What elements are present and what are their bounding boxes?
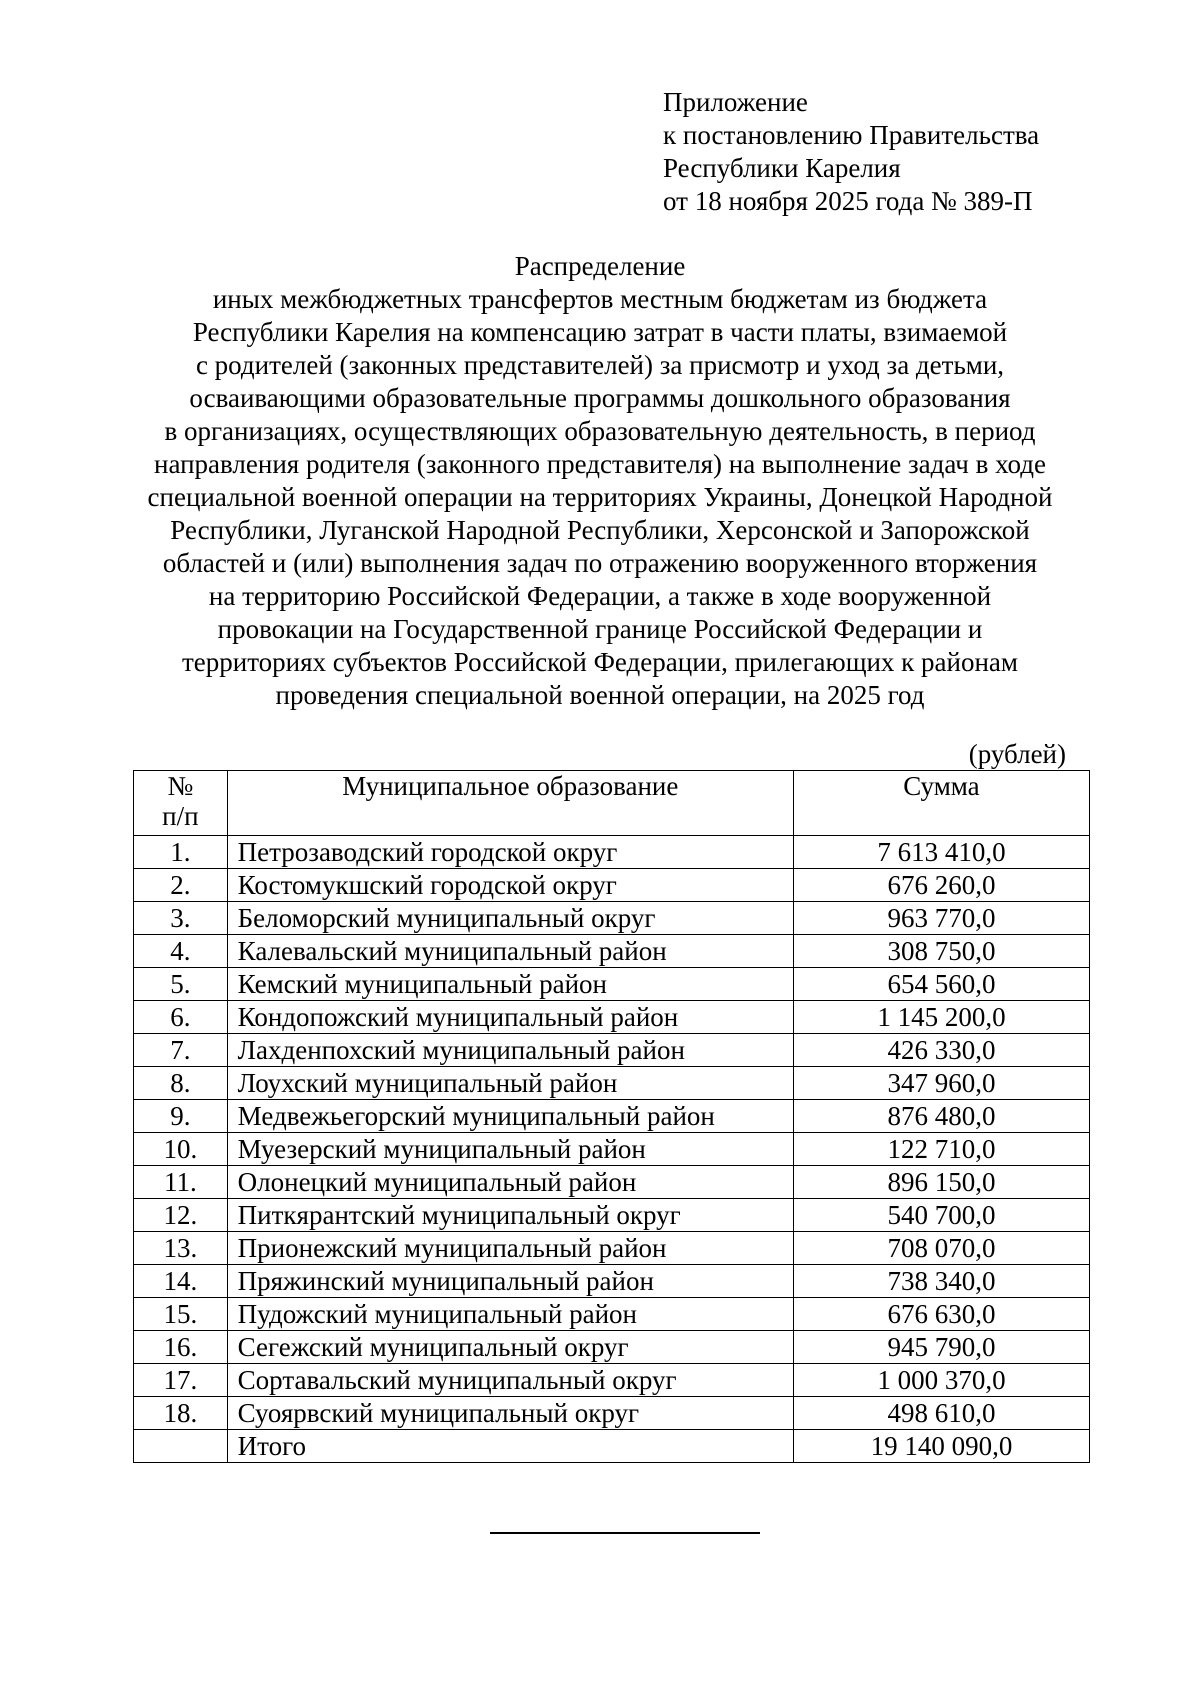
table-row <box>134 869 1090 902</box>
row-sum: 945 790,0 <box>793 1331 1089 1364</box>
row-number: 10. <box>134 1133 228 1166</box>
row-sum: 738 340,0 <box>793 1265 1089 1298</box>
row-number: 7. <box>134 1034 228 1067</box>
title-line: территориях субъектов Российской Федерации, прилегающих к районам <box>182 647 1018 677</box>
row-number: 11. <box>134 1166 228 1199</box>
title-line: на территорию Российской Федерации, а также в ходе вооруженной <box>208 581 992 611</box>
row-municipality: Пудожский муниципальный район <box>227 1298 793 1331</box>
row-number: 12. <box>134 1199 228 1232</box>
table-row <box>134 1265 1090 1298</box>
row-number: 15. <box>134 1298 228 1331</box>
row-number: 18. <box>134 1397 228 1430</box>
table-row <box>134 968 1090 1001</box>
table-row <box>134 902 1090 935</box>
distribution-table <box>133 770 1090 1463</box>
appendix-line: от 18 ноября 2025 года № 389-П <box>663 186 1033 216</box>
total-number <box>134 1430 228 1463</box>
table-row <box>134 1199 1090 1232</box>
row-municipality: Калевальский муниципальный район <box>227 935 793 968</box>
title-line: проведения специальной военной операции, на 2025 год <box>275 680 925 710</box>
row-sum: 122 710,0 <box>793 1133 1089 1166</box>
table-row <box>134 1133 1090 1166</box>
table-row <box>134 1067 1090 1100</box>
appendix-line: к постановлению Правительства <box>663 120 1040 150</box>
title-line: Республики, Луганской Народной Республики, Херсонской и Запорожской <box>170 515 1030 545</box>
row-sum: 7 613 410,0 <box>793 836 1089 869</box>
title-line: в организациях, осуществляющих образовательную деятельность, в период <box>164 416 1036 446</box>
table-row <box>134 1001 1090 1034</box>
table-total-row <box>134 1430 1090 1463</box>
header-sum: Сумма <box>793 771 1089 836</box>
row-municipality: Костомукшский городской округ <box>227 869 793 902</box>
row-sum: 540 700,0 <box>793 1199 1089 1232</box>
header-municipality: Муниципальное образование <box>227 771 793 836</box>
table-row <box>134 1364 1090 1397</box>
row-sum: 876 480,0 <box>793 1100 1089 1133</box>
header-number <box>134 771 228 836</box>
row-sum: 896 150,0 <box>793 1166 1089 1199</box>
row-municipality: Суоярвский муниципальный округ <box>227 1397 793 1430</box>
row-sum: 347 960,0 <box>793 1067 1089 1100</box>
table-row <box>134 1166 1090 1199</box>
row-sum: 654 560,0 <box>793 968 1089 1001</box>
unit-label: (рублей) <box>968 739 1066 769</box>
title-line: с родителей (законных представителей) за присмотр и уход за детьми, <box>195 350 1005 380</box>
row-municipality: Сегежский муниципальный округ <box>227 1331 793 1364</box>
title-line: специальной военной операции на территориях Украины, Донецкой Народной <box>147 482 1053 512</box>
appendix-line: Республики Карелия <box>663 153 901 183</box>
row-number: 8. <box>134 1067 228 1100</box>
title-line: осваивающими образовательные программы дошкольного образования <box>189 383 1011 413</box>
table-row <box>134 1397 1090 1430</box>
header-number-line1: № <box>167 771 194 801</box>
table-row <box>134 1034 1090 1067</box>
appendix-line: Приложение <box>663 87 808 117</box>
row-number: 17. <box>134 1364 228 1397</box>
row-number: 3. <box>134 902 228 935</box>
row-number: 4. <box>134 935 228 968</box>
total-sum: 19 140 090,0 <box>793 1430 1089 1463</box>
title-line: провокации на Государственной границе Российской Федерации и <box>217 614 983 644</box>
row-number: 14. <box>134 1265 228 1298</box>
row-municipality: Лоухский муниципальный район <box>227 1067 793 1100</box>
table-row <box>134 836 1090 869</box>
header-number-line2: п/п <box>162 801 199 831</box>
row-sum: 308 750,0 <box>793 935 1089 968</box>
row-municipality: Лахденпохский муниципальный район <box>227 1034 793 1067</box>
row-number: 9. <box>134 1100 228 1133</box>
table-row <box>134 1232 1090 1265</box>
row-sum: 708 070,0 <box>793 1232 1089 1265</box>
table-body <box>134 836 1090 1463</box>
total-label: Итого <box>227 1430 793 1463</box>
row-sum: 1 000 370,0 <box>793 1364 1089 1397</box>
row-sum: 676 260,0 <box>793 869 1089 902</box>
title-line: областей и (или) выполнения задач по отражению вооруженного вторжения <box>162 548 1038 578</box>
row-municipality: Сортавальский муниципальный округ <box>227 1364 793 1397</box>
row-number: 2. <box>134 869 228 902</box>
row-municipality: Пряжинский муниципальный район <box>227 1265 793 1298</box>
row-municipality: Медвежьегорский муниципальный район <box>227 1100 793 1133</box>
row-sum: 498 610,0 <box>793 1397 1089 1430</box>
table-row <box>134 1298 1090 1331</box>
row-sum: 676 630,0 <box>793 1298 1089 1331</box>
table-header-row <box>134 771 1090 836</box>
row-number: 5. <box>134 968 228 1001</box>
row-municipality: Прионежский муниципальный район <box>227 1232 793 1265</box>
row-municipality: Кондопожский муниципальный район <box>227 1001 793 1034</box>
title-line: иных межбюджетных трансфертов местным бюджетам из бюджета <box>212 284 988 314</box>
row-number: 13. <box>134 1232 228 1265</box>
row-municipality: Кемский муниципальный район <box>227 968 793 1001</box>
row-municipality: Олонецкий муниципальный район <box>227 1166 793 1199</box>
table-row <box>134 1100 1090 1133</box>
row-number: 6. <box>134 1001 228 1034</box>
row-sum: 963 770,0 <box>793 902 1089 935</box>
row-municipality: Питкярантский муниципальный округ <box>227 1199 793 1232</box>
row-municipality: Петрозаводский городской округ <box>227 836 793 869</box>
row-municipality: Беломорский муниципальный округ <box>227 902 793 935</box>
document-title <box>130 250 1070 712</box>
table-row <box>134 1331 1090 1364</box>
table-row <box>134 935 1090 968</box>
row-sum: 1 145 200,0 <box>793 1001 1089 1034</box>
appendix-header <box>663 86 1039 218</box>
row-number: 16. <box>134 1331 228 1364</box>
closing-line <box>490 1532 760 1534</box>
row-municipality: Муезерский муниципальный район <box>227 1133 793 1166</box>
row-sum: 426 330,0 <box>793 1034 1089 1067</box>
title-line: Республики Карелия на компенсацию затрат в части платы, взимаемой <box>192 317 1008 347</box>
title-line: Распределение <box>514 251 686 281</box>
row-number: 1. <box>134 836 228 869</box>
title-line: направления родителя (законного представителя) на выполнение задач в ходе <box>154 449 1046 479</box>
